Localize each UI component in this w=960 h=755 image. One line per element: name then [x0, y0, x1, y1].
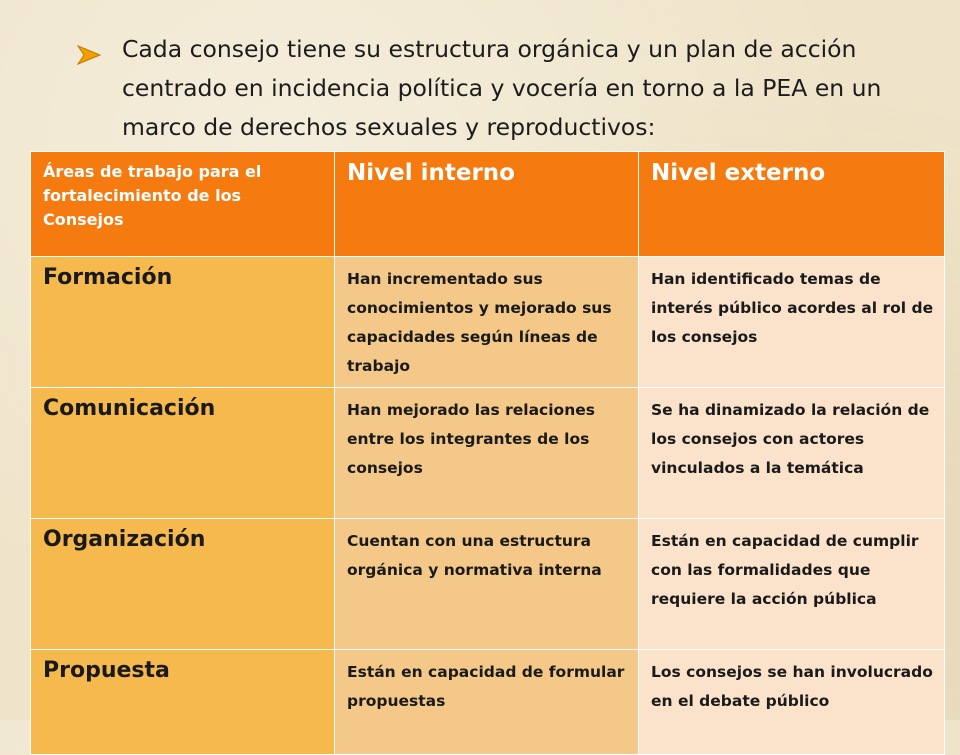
cell-externo: Los consejos se han involucrado en el debate público [639, 650, 945, 755]
row-area-organizacion: Organización [31, 519, 335, 650]
cell-externo: Están en capacidad de cumplir con las formalidades que requiere la acción pública [639, 519, 945, 650]
arrow-bullet-icon [76, 44, 102, 66]
table-row [31, 650, 945, 755]
cell-interno: Han incrementado sus conocimientos y mejorado sus capacidades según líneas de trabajo [335, 257, 639, 388]
table-row [31, 388, 945, 519]
cell-interno: Están en capacidad de formular propuestas [335, 650, 639, 755]
row-area-formacion: Formación [31, 257, 335, 388]
areas-table [30, 151, 945, 755]
header-areas: Áreas de trabajo para el fortalecimiento de los Consejos [31, 152, 335, 257]
cell-externo: Han identificado temas de interés público acordes al rol de los consejos [639, 257, 945, 388]
row-area-propuesta: Propuesta [31, 650, 335, 755]
table-header-row [31, 152, 945, 257]
cell-externo: Se ha dinamizado la relación de los consejos con actores vinculados a la temática [639, 388, 945, 519]
cell-interno: Cuentan con una estructura orgánica y normativa interna [335, 519, 639, 650]
row-area-comunicacion: Comunicación [31, 388, 335, 519]
header-nivel-externo: Nivel externo [639, 152, 945, 257]
cell-interno: Han mejorado las relaciones entre los integrantes de los consejos [335, 388, 639, 519]
table-row [31, 519, 945, 650]
table-row [31, 257, 945, 388]
header-nivel-interno: Nivel interno [335, 152, 639, 257]
bullet-point [76, 30, 936, 147]
bullet-text: Cada consejo tiene su estructura orgánica y un plan de acción centrado en incidencia política y vocería en torno a la PEA en un marco de derechos sexuales y reproductivos: [122, 35, 882, 141]
